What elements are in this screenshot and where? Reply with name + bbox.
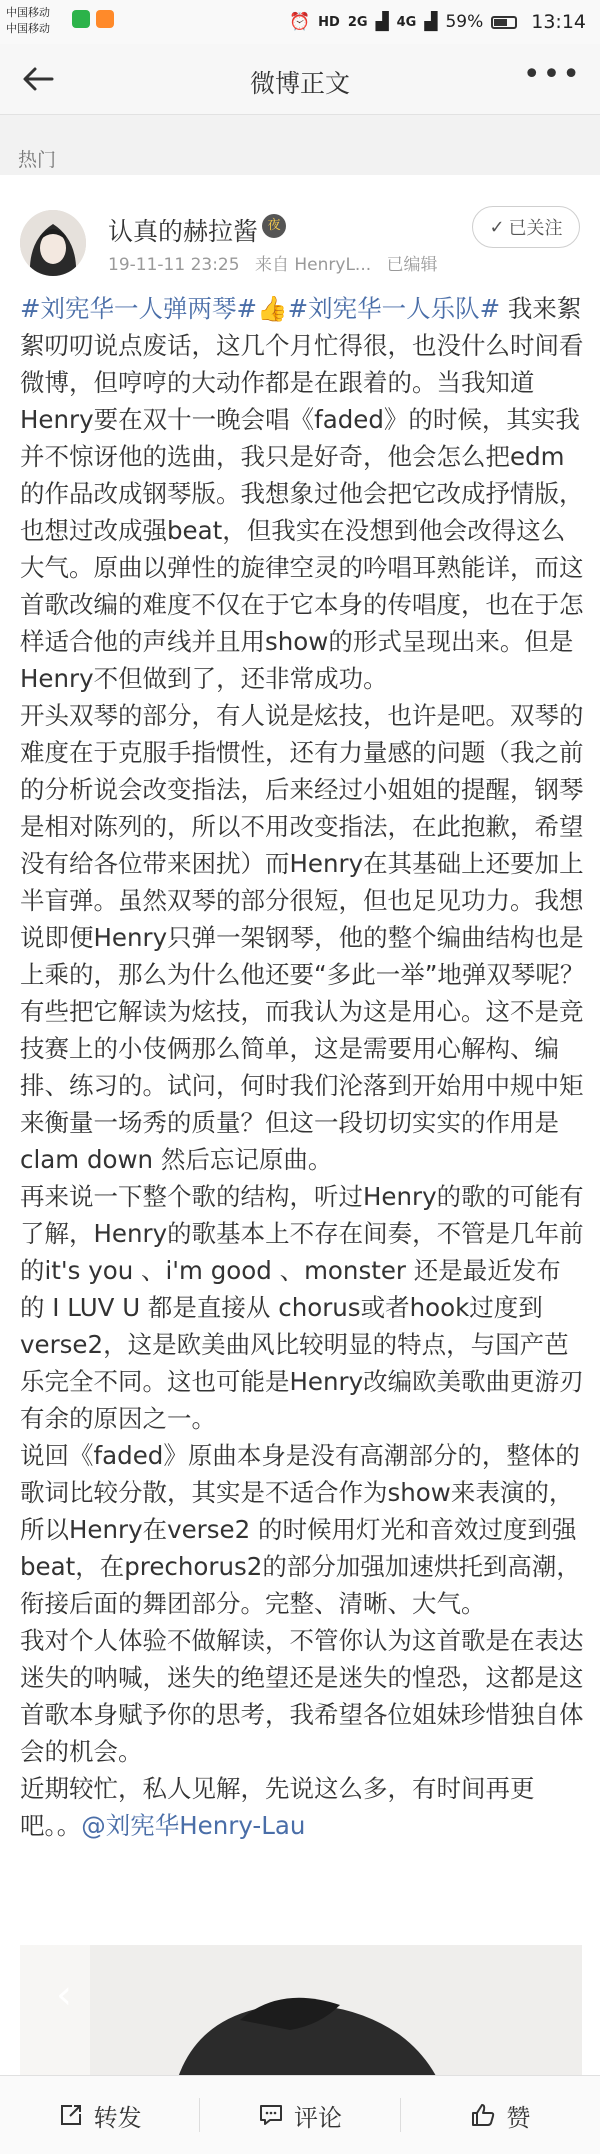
post-paragraph-1 (20, 290, 585, 697)
follow-label: 已关注 (508, 218, 563, 239)
author-name[interactable]: 认真的赫拉酱 (108, 217, 259, 246)
paragraph-text: 我来絮絮叨叨说点废话，这几个月忙得很，也没什么时间看微博，但哼哼的大动作都是在跟着的。当我知道Henry要在双十一晚会唱《faded》的时候，其实我并不惊讶他的选曲，我只是好奇，他会怎么把edm的作品改成钢琴版。我想象过他会把它改成抒情版，也想过改成强beat，但我实在没想到他会改得这么大气。原曲以弹性的旋律空灵的吟唱耳熟能详，而这首歌改编的难度不仅在于它本身的传唱度，也在于怎样适合他的声线并且用show的形式呈现出来。但是Henry不但做到了，还非常成功。 (20, 294, 584, 693)
signal-icon: ▟ (375, 12, 389, 32)
post-source[interactable]: 来自 HenryL... (254, 255, 372, 275)
comment-label: 评论 (293, 2103, 342, 2132)
more-button[interactable] (522, 57, 582, 92)
network-2g-indicator: 2G (347, 14, 368, 30)
edited-label: 已编辑 (386, 255, 438, 275)
paragraph-text: 近期较忙，私人见解，先说这么多，有时间再更吧。。 (20, 1774, 535, 1840)
repost-button[interactable] (0, 2076, 199, 2154)
vip-badge-icon: 夜 (262, 214, 286, 238)
post-paragraph-4: 说回《faded》原曲本身是没有高潮部分的，整体的歌词比较分散，其实是不适合作为show来表演的，所以Henry在verse2 的时候用灯光和音效过度到强beat，在prechorus2的部分加强加速烘托到高潮，衔接后面的舞团部分。完整、清晰、大气。 (20, 1441, 581, 1618)
hd-indicator: HD (318, 14, 340, 30)
wechat-app-icon (72, 10, 90, 28)
network-4g-indicator: 4G (396, 14, 417, 30)
like-label: 赞 (506, 2103, 531, 2132)
clock: 13:14 (531, 11, 586, 33)
post-meta (108, 250, 448, 275)
post-paragraph-6 (20, 1770, 585, 1844)
topic-link-1[interactable]: #刘宪华一人弹两琴# (20, 294, 258, 323)
repost-label: 转发 (93, 2103, 142, 2132)
weibo-app-icon (96, 10, 114, 28)
comment-button[interactable] (200, 2076, 399, 2154)
repost-icon (58, 2102, 84, 2128)
topic-link-2[interactable]: #刘宪华一人乐队# (287, 294, 501, 323)
action-toolbar (0, 2075, 600, 2154)
carrier-label-2: 中国移动 (6, 22, 50, 35)
post-paragraph-2: 开头双琴的部分，有人说是炫技，也许是吧。双琴的难度在于克服手指惯性，还有力量感的问题（我之前的分析说会改变指法，后来经过小姐姐的提醒，钢琴是相对陈列的，所以不用改变指法，在此抱歉，希望没有给各位带来困扰）而Henry在其基础上还要加上半盲弹。虽然双琴的部分很短，但也足见功力。我想说即便Henry只弹一架钢琴，他的整个编曲结构也是上乘的，那么为什么他还要“多此一举”地弹双琴呢？有些把它解读为炫技，而我认为这是用心。这不是竞技赛上的小伎俩那么简单，这是需要用心解构、编排、练习的。试问，何时我们沦落到开始用中规中矩来衡量一场秀的质量？但这一段切切实实的作用是clam down 然后忘记原曲。 (20, 701, 585, 1174)
post-paragraph-3: 再来说一下整个歌的结构，听过Henry的歌的可能有了解，Henry的歌基本上不存在间奏，不管是几年前的it's you 、i'm good 、monster 还是最近发布的 I LUV U 都是直接从 chorus或者hook过度到verse2，这是欧美曲风比较明显的特点，与国产芭乐完全不同。这也可能是Henry改编欧美歌曲更游刃有余的原因之一。 (20, 1182, 584, 1433)
status-bar (0, 0, 600, 44)
avatar[interactable] (20, 210, 86, 276)
battery-percent: 59% (445, 12, 484, 32)
avatar-image (20, 210, 86, 276)
comment-icon (258, 2102, 284, 2128)
page-title: 微博正文 (249, 69, 350, 98)
thumbs-up-icon (470, 2102, 496, 2128)
alarm-icon: ⏰ (289, 12, 311, 32)
follow-button[interactable] (472, 206, 580, 248)
section-label: 热门 (18, 149, 57, 171)
mention-link[interactable]: @刘宪华Henry-Lau (81, 1811, 306, 1840)
check-icon: ✓ (489, 216, 505, 238)
more-dots-icon: ••• (522, 57, 582, 92)
signal-icon-2: ▟ (424, 12, 438, 32)
carrier-label-1: 中国移动 (6, 6, 50, 19)
battery-icon (491, 16, 517, 29)
post-paragraph-5: 我对个人体验不做解读，不管你认为这首歌是在表达迷失的呐喊，迷失的绝望还是迷失的惶恐，这都是这首歌本身赋予你的思考，我希望各位姐妹珍惜独自体会的机会。 (20, 1626, 584, 1766)
status-indicators (289, 11, 586, 33)
thumbs-up-emoji: 👍 (257, 294, 288, 323)
post-timestamp: 19-11-11 23:25 (108, 255, 240, 275)
nav-bar (0, 44, 600, 115)
section-header (0, 115, 600, 175)
chevron-left-icon[interactable]: ‹ (56, 1972, 72, 2018)
like-button[interactable] (401, 2076, 600, 2154)
post-content (20, 290, 585, 1844)
